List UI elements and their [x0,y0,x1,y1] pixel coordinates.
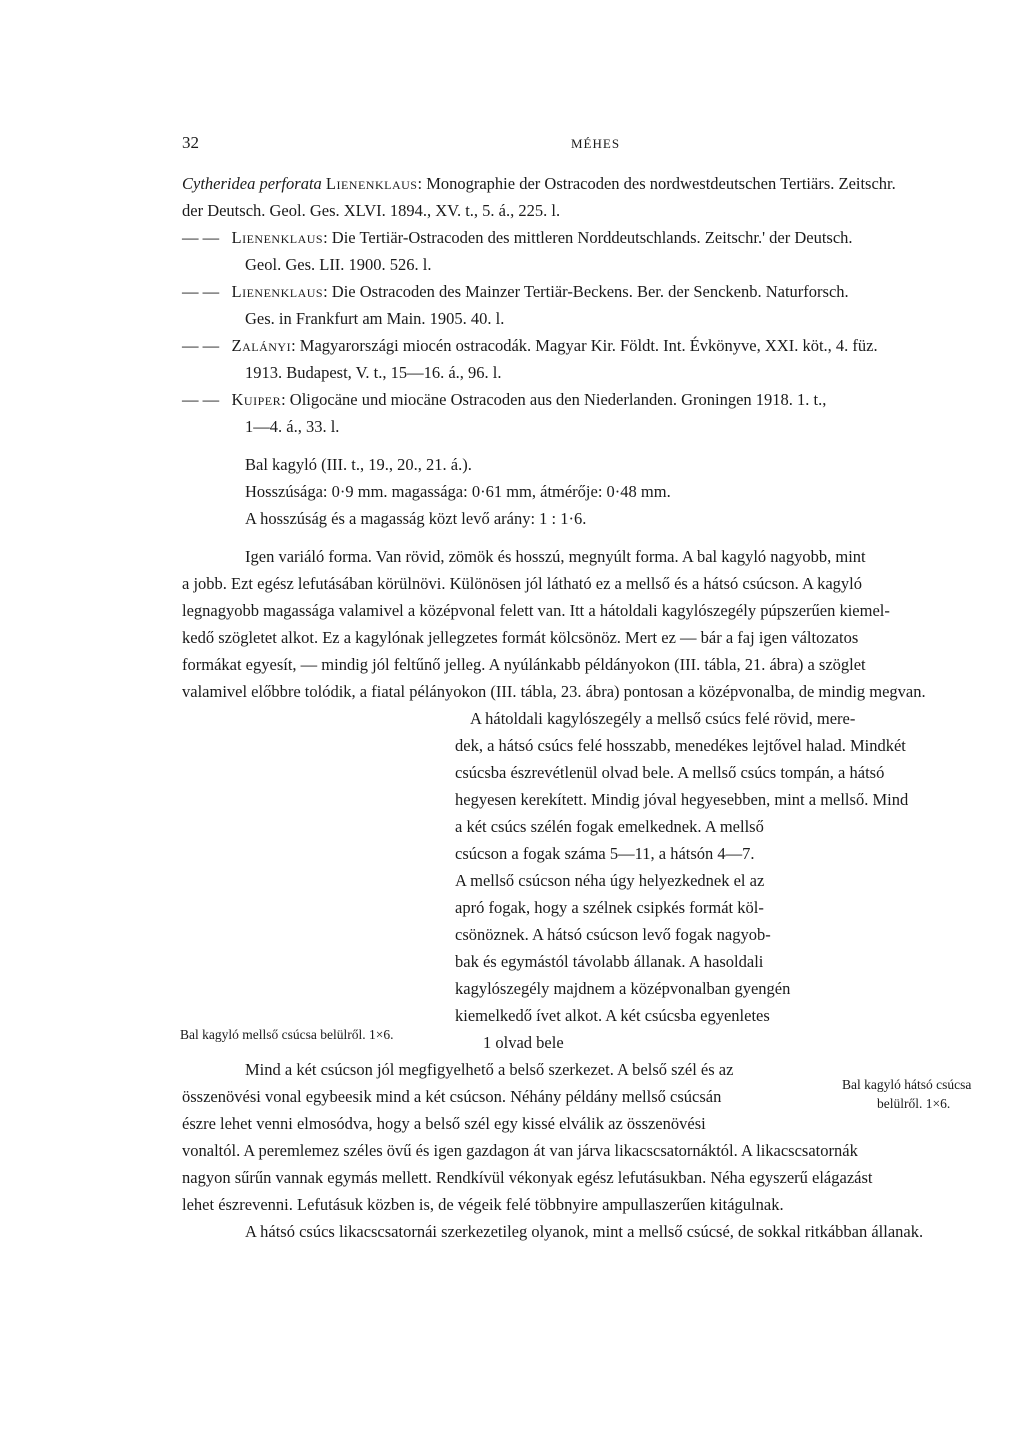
reference-5-line-1 [182,392,826,409]
figure-2-caption-line-2: belülről. 1×6. [877,1096,951,1111]
body-line: valamivel előbbre tolódik, a fiatal pélányokon (III. tábla, 23. ábra) pontosan a középvonalba, de mindig megvan. [182,682,926,701]
page-number: 32 [182,133,199,152]
running-head: MÉHES [571,136,621,151]
body-line: vonaltól. A peremlemez széles övű és igen gazdagon át van járva likacscsatornáktól. A likacscsatornák [182,1141,858,1160]
reference-4-line-2: 1913. Budapest, V. t., 15—16. á., 96. l. [245,363,502,382]
body-line: hegyesen kerekített. Mindig jóval hegyesebben, mint a mellső. Mind [455,790,909,809]
body-line: lehet észrevenni. Lefutásuk közben is, de végeik felé többnyire ampullaszerűen kitágulnak. [182,1195,784,1214]
author-name: Kuiper [231,390,282,409]
body-text: olvad bele [495,1033,564,1052]
reference-text: : Oligocäne und miocäne Ostracoden aus den Niederlanden. Groningen 1918. 1. t., [281,390,827,409]
figure-2-caption-line-1: Bal kagyló hátsó csúcsa [842,1077,972,1092]
body-line: A hátsó csúcs likacscsatornái szerkezetileg olyanok, mint a mellső csúcsé, de sokkal ritkábban állanak. [245,1222,924,1241]
body-line: legnagyobb magassága valamivel a középvonal felett van. Itt a hátoldali kagylószegély púpszerűen kiemel- [182,601,890,620]
ditto-dash: — — [182,336,220,355]
body-line [483,1035,564,1052]
body-line: a jobb. Ezt egész lefutásában körülnövi. Különösen jól látható ez a mellső és a hátsó csúcson. A kagyló [182,574,862,593]
reference-text: : Monographie der Ostracoden des nordwestdeutschen Tertiärs. Zeitschr. [417,174,896,193]
reference-3-line-2: Ges. in Frankfurt am Main. 1905. 40. l. [245,309,505,328]
body-line: bak és egymástól távolabb állanak. A hasoldali [455,952,764,971]
ditto-dash: — — [182,228,220,247]
author-name: Lienenklaus [231,228,324,247]
reference-1-line-1 [182,176,896,193]
body-line: kiemelkedő ívet alkot. A két csúcsba egyenletes [455,1006,770,1025]
reference-5-line-2: 1—4. á., 33. l. [245,417,340,436]
body-line: apró fogak, hogy a szélnek csipkés formát köl- [455,898,764,917]
specimen-ratio: A hosszúság és a magasság közt levő arány: 1 : 1·6. [245,509,587,528]
species-name: Cytheridea perforata [182,174,322,193]
body-line: formákat egyesít, — mindig jól feltűnő jelleg. A nyúlánkabb példányokon (III. tábla, 21. ábra) a szöglet [182,655,866,674]
body-line: kedő szögletet alkot. Ez a kagylónak jellegzetes formát kölcsönöz. Mert ez — bár a faj igen változatos [182,628,859,647]
reference-text: : Magyarországi miocén ostracodák. Magyar Kir. Földt. Int. Évkönyve, XXI. köt., 4. füz. [291,336,878,355]
ditto-dash: — — [182,390,220,409]
body-line: csúcsba észrevétlenül olvad bele. A mellső csúcs tompán, a hátsó [455,763,885,782]
body-line: összenövési vonal egybeesik mind a két csúcson. Néhány példány mellső csúcsán [182,1087,722,1106]
body-line: csönöznek. A hátsó csúcson levő fogak nagyob- [455,925,771,944]
body-line: Igen variáló forma. Van rövid, zömök és hosszú, megnyúlt forma. A bal kagyló nagyobb, mint [245,547,866,566]
reference-text: : Die Tertiär-Ostracoden des mittleren Norddeutschlands. Zeitschr.' der Deutsch. [323,228,853,247]
specimen-valve: Bal kagyló (III. t., 19., 20., 21. á.). [245,455,472,474]
body-line: a két csúcs szélén fogak emelkednek. A mellső [455,817,764,836]
specimen-dimensions: Hosszúsága: 0·9 mm. magassága: 0·61 mm, átmérője: 0·48 mm. [245,482,671,501]
body-line: csúcson a fogak száma 5—11, a hátsón 4—7. [455,844,755,863]
author-name: Lienenklaus [325,174,418,193]
author-name: Zalányi [231,336,292,355]
reference-2-line-2: Geol. Ges. LII. 1900. 526. l. [245,255,432,274]
body-line: A mellső csúcson néha úgy helyezkednek el az [455,871,765,890]
author-name: Lienenklaus [231,282,324,301]
reference-4-line-1 [182,338,878,355]
body-line: Mind a két csúcson jól megfigyelhető a belső szerkezet. A belső szél és az [245,1060,734,1079]
figure-marker: 1 [483,1033,492,1052]
reference-2-line-1 [182,230,853,247]
reference-1-line-2: der Deutsch. Geol. Ges. XLVI. 1894., XV. t., 5. á., 225. l. [182,201,561,220]
ditto-dash: — — [182,282,220,301]
figure-1-caption: Bal kagyló mellső csúcsa belülről. 1×6. [180,1027,394,1042]
body-line: kagylószegély majdnem a középvonalban gyengén [455,979,791,998]
body-line: nagyon sűrűn vannak egymás mellett. Rendkívül vékonyak egész lefutásukban. Néha egyszerű elágazást [182,1168,873,1187]
body-line: A hátoldali kagylószegély a mellső csúcs felé rövid, mere- [470,709,856,728]
reference-text: : Die Ostracoden des Mainzer Tertiär-Beckens. Ber. der Senckenb. Naturforsch. [323,282,849,301]
body-line: dek, a hátsó csúcs felé hosszabb, menedékes lejtővel halad. Mindkét [455,736,906,755]
reference-3-line-1 [182,284,849,301]
body-line: észre lehet venni elmosódva, hogy a belső szél egy kissé elválik az összenövési [182,1114,706,1133]
